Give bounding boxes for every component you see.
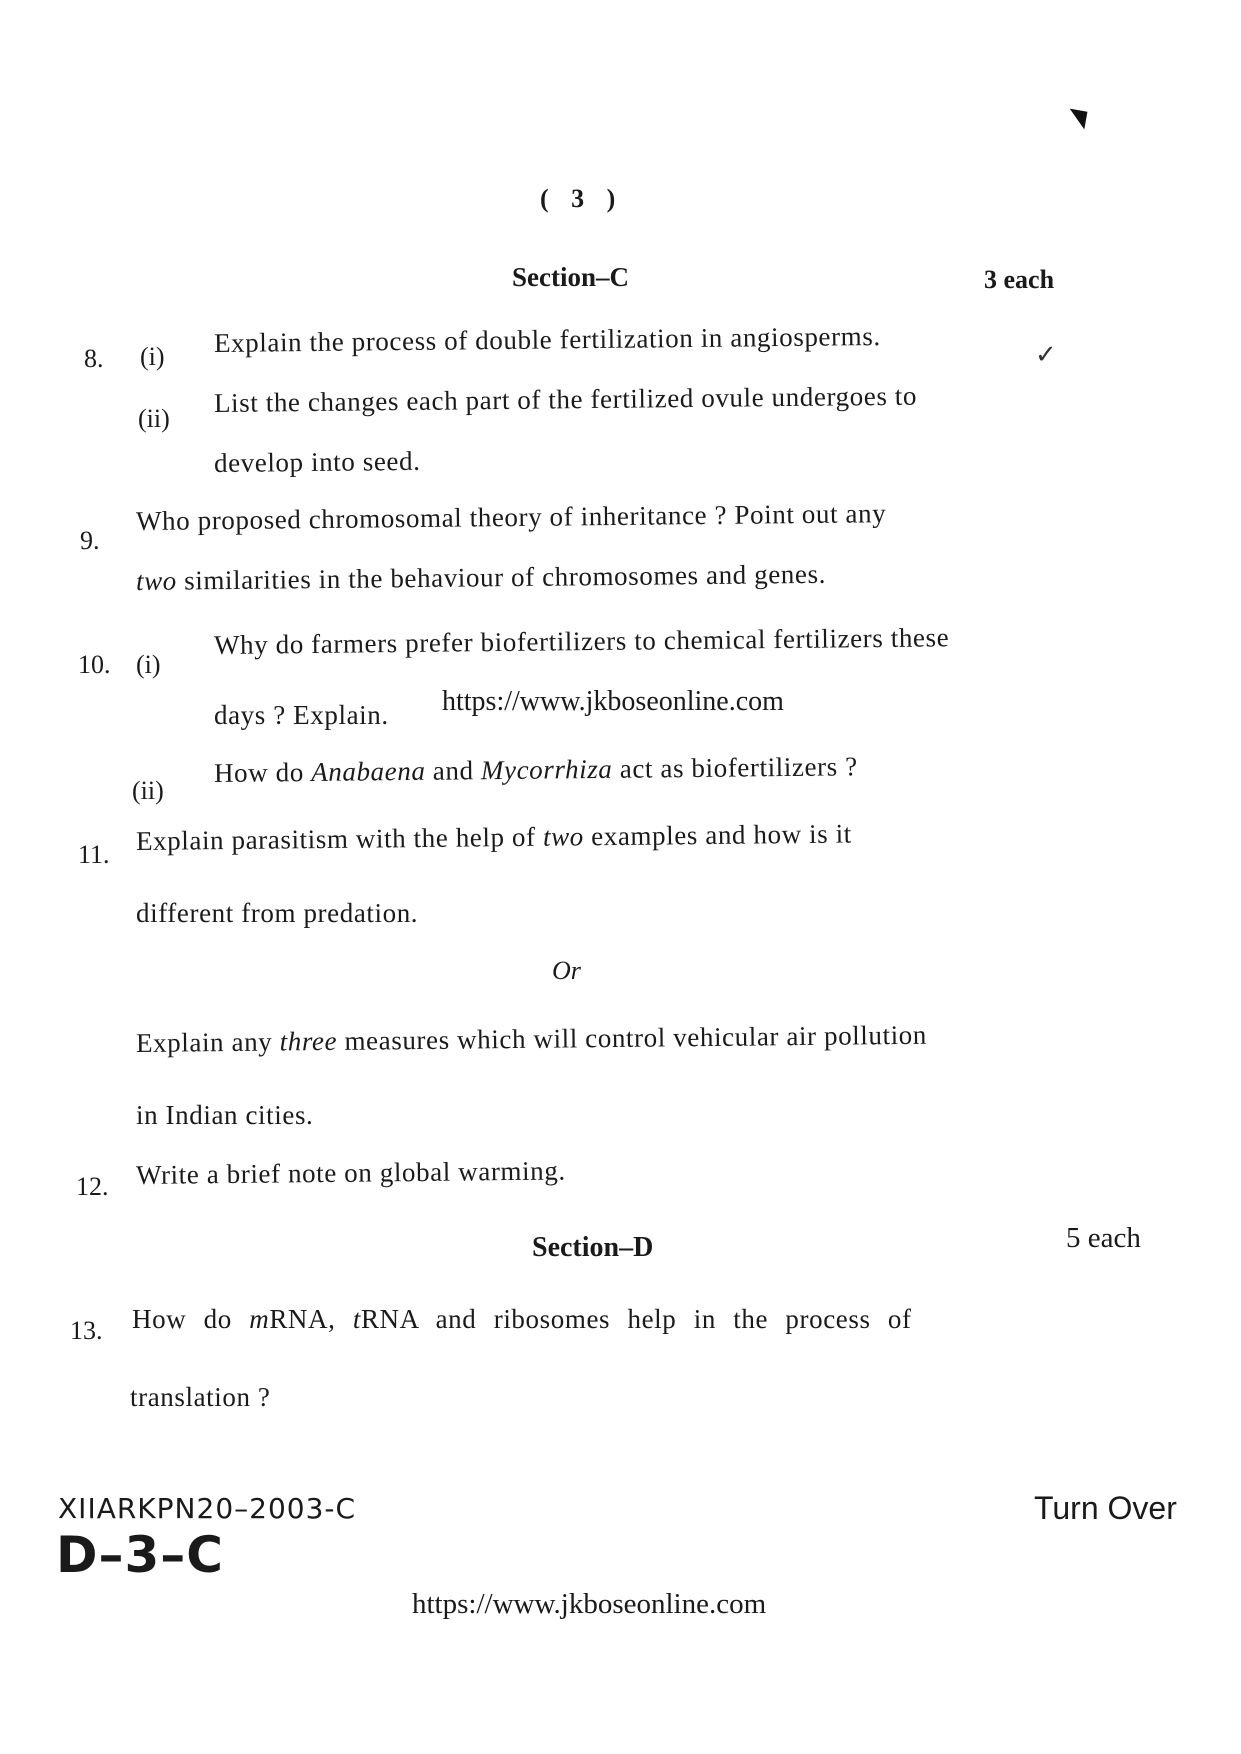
q12-text: Write a brief note on global warming. xyxy=(135,1155,566,1190)
q11-alt-pre: Explain any xyxy=(135,1026,280,1058)
q10-number: 10. xyxy=(78,650,111,679)
series-code: D–3–C xyxy=(56,1526,224,1584)
paper-code: XIIARKPN20–2003-C xyxy=(58,1492,357,1525)
q8-ii-text-line1: List the changes each part of the fertilized ovule undergoes to xyxy=(213,380,918,418)
q11-line1 xyxy=(136,819,852,857)
q13-t: t xyxy=(352,1304,361,1334)
q11-or: Or xyxy=(552,956,581,985)
q10-ii-post: act as biofertilizers ? xyxy=(612,751,858,784)
q10-i-label: (i) xyxy=(136,650,161,679)
q11-alt-post: measures which will control vehicular air pollution xyxy=(336,1019,928,1056)
q9-line2-rest: similarities in the behaviour of chromosomes and genes. xyxy=(176,558,827,596)
q12-number: 12. xyxy=(76,1172,109,1201)
q10-i-line2: days ? Explain. xyxy=(214,700,389,730)
section-c-marks: 3 each xyxy=(984,265,1055,294)
q10-inline-url: https://www.jkboseonline.com xyxy=(442,686,784,717)
check-mark-icon: ✓ xyxy=(1035,340,1057,370)
turn-over: Turn Over xyxy=(1034,1490,1177,1526)
q11-italic-three: three xyxy=(279,1025,338,1057)
q13-m: m xyxy=(249,1304,270,1334)
q11-italic-two: two xyxy=(542,821,584,852)
q11-alt-line1 xyxy=(136,1020,927,1059)
q11-line1-pre: Explain parasitism with the help of xyxy=(135,821,544,856)
page-number: ( 3 ) xyxy=(540,184,624,213)
q13-line2: translation ? xyxy=(130,1382,271,1412)
q10-i-line1: Why do farmers prefer biofertilizers to chemical fertilizers these xyxy=(213,622,950,660)
corner-mark-icon xyxy=(1067,109,1088,130)
section-d-marks: 5 each xyxy=(1066,1222,1141,1254)
q11-line1-post: examples and how is it xyxy=(583,818,852,852)
footer-url[interactable]: https://www.jkboseonline.com xyxy=(412,1588,767,1620)
q8-ii-label: (ii) xyxy=(138,404,170,433)
q8-ii-text-line2: develop into seed. xyxy=(213,445,421,478)
q10-ii-pre: How do xyxy=(213,756,312,788)
q13-rest: RNA and ribosomes help in the process of xyxy=(360,1304,912,1334)
q9-line2 xyxy=(136,559,826,597)
q10-ii-mid: and xyxy=(425,755,482,786)
q13-mrna: RNA, xyxy=(269,1304,353,1334)
q8-i-text: Explain the process of double fertilization in angiosperms. xyxy=(213,321,881,358)
q11-alt-line2: in Indian cities. xyxy=(136,1100,314,1130)
q11-line2: different from predation. xyxy=(136,898,419,928)
q9-italic-two: two xyxy=(135,565,177,596)
q10-ii-text xyxy=(214,751,858,789)
q11-number: 11. xyxy=(78,840,110,869)
q10-ii-mycorrhiza: Mycorrhiza xyxy=(480,753,613,786)
q10-ii-label: (ii) xyxy=(132,776,164,805)
q9-number: 9. xyxy=(80,526,100,555)
q13-line1 xyxy=(132,1304,912,1335)
section-c-title: Section–C xyxy=(512,262,629,292)
q13-pre: How do xyxy=(132,1304,250,1334)
q13-number: 13. xyxy=(70,1316,103,1345)
q9-line1: Who proposed chromosomal theory of inheritance ? Point out any xyxy=(135,498,887,536)
q8-i-label: (i) xyxy=(140,342,165,371)
q8-number: 8. xyxy=(84,344,104,373)
section-d-title: Section–D xyxy=(532,1232,654,1263)
q10-ii-anabaena: Anabaena xyxy=(311,755,426,787)
